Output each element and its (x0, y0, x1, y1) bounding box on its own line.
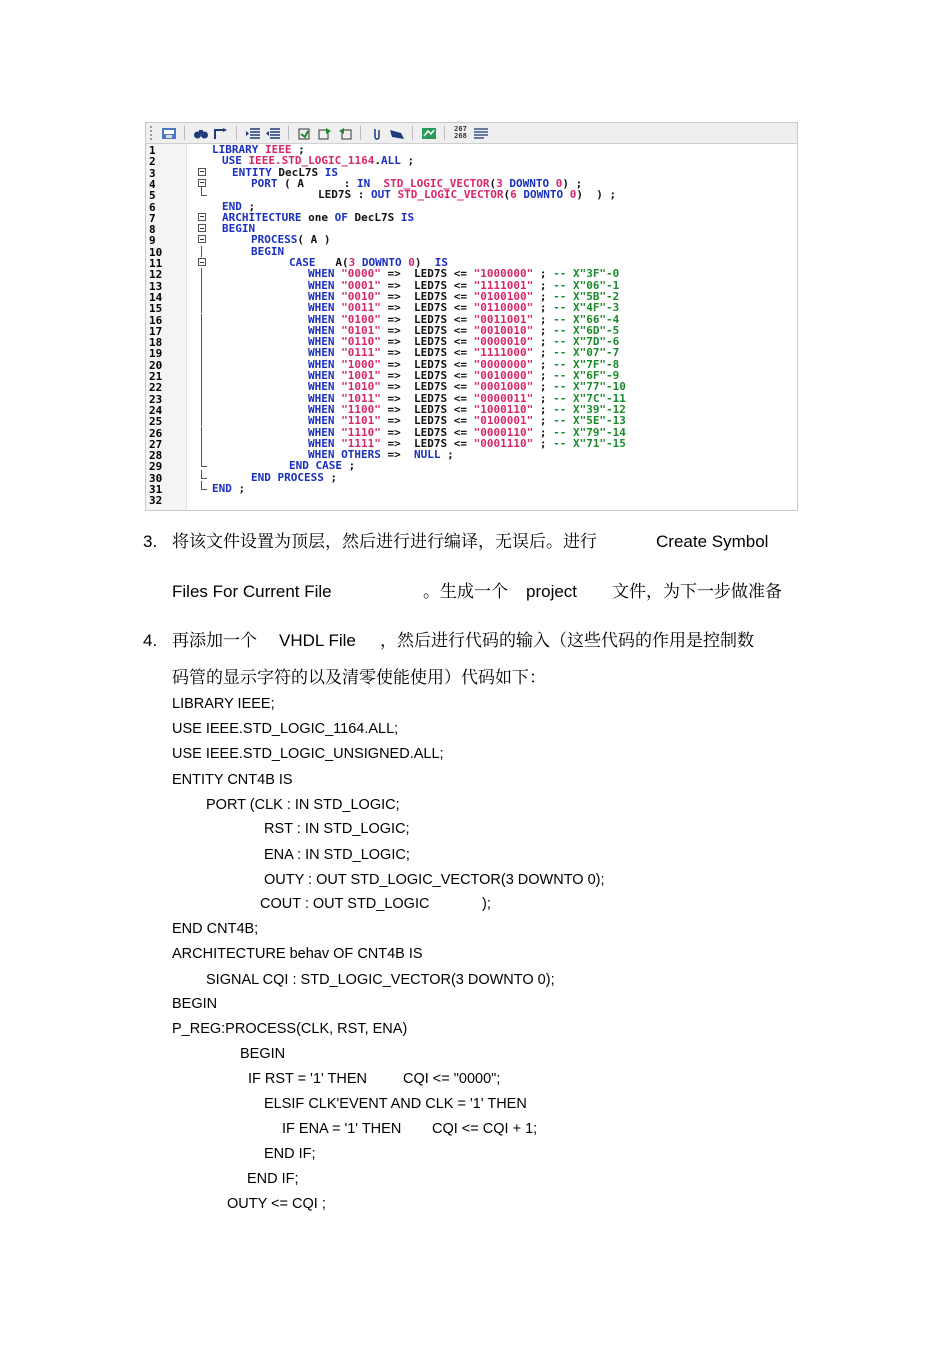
code-text: WHEN "0101" => LED7S <= "0010010" ; -- X"6D"-5 (308, 323, 620, 337)
line-number: 21 (149, 370, 163, 383)
code-text: END CASE ; (289, 459, 356, 473)
fold-guide (201, 415, 202, 426)
outdent-icon[interactable] (264, 126, 281, 140)
line-number: 3 (149, 166, 156, 180)
fold-guide (201, 438, 202, 449)
code-text: ENTITY DecL7S IS (232, 165, 338, 179)
indent-icon[interactable] (244, 126, 261, 140)
step-3-number: 3. (143, 532, 158, 551)
code-text: PORT ( A : IN STD_LOGIC_VECTOR(3 DOWNTO 0) ; (251, 176, 583, 190)
line-number: 9 (149, 234, 156, 248)
line-number: 28 (149, 449, 163, 463)
line-number: 17 (149, 324, 163, 338)
code-text: WHEN "0011" => LED7S <= "0110000" ; -- X"4F"-3 (308, 301, 620, 315)
editor-line (146, 246, 797, 257)
line-number: 4 (149, 177, 156, 191)
fold-guide (201, 187, 207, 196)
line-number: 7 (149, 211, 156, 225)
toolbar-grip (150, 126, 155, 140)
next-bookmark-icon[interactable] (316, 126, 333, 140)
code-text: LIBRARY IEEE ; (212, 143, 305, 156)
editor-toolbar (146, 123, 797, 144)
fold-guide (201, 246, 202, 257)
code-line: IF ENA = '1' THEN (282, 1121, 402, 1137)
line-number: 26 (149, 426, 163, 440)
editor-line (146, 222, 797, 237)
code-text: WHEN "0001" => LED7S <= "1111001" ; -- X"06"-1 (308, 278, 620, 292)
code-text: WHEN "0110" => LED7S <= "0000010" ; -- X"7D"-6 (308, 335, 620, 349)
code-line: CQI <= "0000"; (403, 1071, 501, 1087)
line-number: 19 (149, 347, 163, 361)
code-text: WHEN OTHERS => NULL ; (308, 448, 454, 462)
code-text: END ; (212, 482, 246, 495)
code-line: ARCHITECTURE behav OF CNT4B IS (172, 946, 423, 962)
code-text: WHEN "1101" => LED7S <= "0100001" ; -- X"5E"-13 (308, 414, 626, 428)
prev-bookmark-icon[interactable] (336, 126, 353, 140)
line-number: 23 (149, 392, 163, 406)
code-line: USE IEEE.STD_LOGIC_UNSIGNED.ALL; (172, 746, 444, 762)
fold-guide (201, 404, 202, 415)
code-text: WHEN "1110" => LED7S <= "0000110" ; -- X"79"-14 (308, 425, 626, 439)
editor-line (146, 459, 797, 474)
line-number: 15 (149, 302, 163, 316)
fold-guide (201, 393, 202, 404)
fold-guide (201, 268, 202, 279)
fold-guide (201, 427, 202, 438)
step-4-text-a: 再添加一个 (172, 631, 257, 651)
line-number: 30 (149, 471, 163, 485)
code-line: RST : IN STD_LOGIC; (264, 821, 410, 837)
editor-line (146, 346, 797, 361)
editor-line (146, 301, 797, 316)
editor-line (146, 438, 797, 449)
editor-line (146, 494, 797, 508)
fold-toggle-icon[interactable] (198, 224, 206, 232)
step-4-text-b: ，然后进行代码的输入（这些代码的作用是控制数 (380, 631, 754, 651)
line-number: 27 (149, 437, 163, 451)
code-line: ENTITY CNT4B IS (172, 772, 293, 788)
fold-guide (201, 336, 202, 347)
line-number: 5 (149, 189, 156, 203)
save-as-icon[interactable] (160, 126, 177, 140)
binoculars-find-icon[interactable] (192, 126, 209, 140)
fold-guide (201, 381, 202, 392)
step-4-vhdl-file: VHDL File (279, 631, 356, 650)
step-3-text-line1: 将该文件设置为顶层，然后进行进行编译，无误后。进行 (172, 532, 597, 552)
code-line: COUT : OUT STD_LOGIC (260, 896, 430, 912)
attach-icon[interactable] (368, 126, 385, 140)
code-line: LIBRARY IEEE; (172, 696, 275, 712)
code-text: ARCHITECTURE one OF DecL7S IS (222, 210, 415, 224)
line-number: 25 (149, 415, 163, 429)
fold-guide (201, 347, 202, 358)
vhdl-editor-screenshot (145, 122, 798, 511)
code-line: END IF; (264, 1146, 316, 1162)
line-number: 32 (149, 494, 163, 508)
code-line: OUTY <= CQI ; (227, 1196, 326, 1212)
fold-guide (201, 291, 202, 302)
step-4-text-line2: 码管的显示字符的以及清零使能使用）代码如下： (172, 668, 546, 688)
line-number: 14 (149, 290, 163, 304)
step-3-command-2: Files For Current File (172, 582, 332, 601)
step-3-command-1: Create Symbol (656, 532, 769, 551)
goto-icon[interactable] (212, 126, 229, 140)
code-text: WHEN "0100" => LED7S <= "0011001" ; -- X"66"-4 (308, 312, 620, 326)
template-icon[interactable] (420, 126, 437, 140)
fold-toggle-icon[interactable] (198, 168, 206, 176)
line-number: 16 (149, 313, 163, 327)
line-number: 24 (149, 403, 163, 417)
text-list-icon[interactable] (472, 126, 489, 140)
editor-line (146, 233, 797, 248)
fold-guide (201, 314, 202, 325)
fold-guide (201, 359, 202, 370)
editor-line (146, 448, 797, 463)
code-text: BEGIN (251, 244, 285, 258)
code-text: CASE A(3 DOWNTO 0) IS (289, 256, 448, 269)
code-text: WHEN "0111" => LED7S <= "1111000" ; -- X"07"-7 (308, 346, 620, 360)
line-number: 12 (149, 268, 163, 282)
insert-block-icon[interactable] (388, 126, 405, 140)
code-text: WHEN "1011" => LED7S <= "0000011" ; -- X"7C"-11 (308, 391, 626, 405)
line-number: 18 (149, 336, 163, 350)
code-line: BEGIN (240, 1046, 286, 1062)
fold-toggle-icon[interactable] (198, 213, 206, 221)
code-text: LED7S : OUT STD_LOGIC_VECTOR(6 DOWNTO 0) ) ; (318, 188, 617, 202)
line-number: 10 (149, 245, 163, 259)
step-4-number: 4. (143, 631, 158, 650)
code-text: WHEN "0010" => LED7S <= "0100100" ; -- X"5B"-2 (308, 289, 620, 303)
code-text: WHEN "1010" => LED7S <= "0001000" ; -- X"77"-10 (308, 380, 626, 394)
code-line: END CNT4B; (172, 921, 259, 937)
code-text: WHEN "1111" => LED7S <= "0001110" ; -- X"71"-15 (308, 436, 626, 450)
code-text: END ; (222, 199, 256, 213)
line-number: 2 (149, 155, 156, 169)
code-line: BEGIN (172, 996, 218, 1012)
editor-line (146, 380, 797, 395)
code-line: PORT (CLK : IN STD_LOGIC; (206, 797, 400, 813)
code-line: OUTY : OUT STD_LOGIC_VECTOR(3 DOWNTO 0); (264, 872, 605, 888)
fold-toggle-icon[interactable] (198, 258, 206, 266)
code-line: P_REG:PROCESS(CLK, RST, ENA) (172, 1021, 408, 1037)
fold-toggle-icon[interactable] (198, 179, 206, 187)
step-3-text-line2b: 文件，为下一步做准备 (612, 582, 782, 602)
editor-line (146, 483, 797, 494)
code-text: WHEN "0000" => LED7S <= "1000000" ; -- X"3F"-0 (308, 267, 620, 281)
fold-guide (201, 302, 202, 313)
code-text: WHEN "1000" => LED7S <= "0000000" ; -- X"7F"-8 (308, 357, 620, 371)
fold-guide (201, 280, 202, 291)
code-line: END IF; (247, 1171, 299, 1187)
code-line: ELSIF CLK'EVENT AND CLK = '1' THEN (264, 1096, 527, 1112)
line-number: 31 (149, 483, 163, 496)
code-text: USE IEEE.STD_LOGIC_1164.ALL ; (222, 154, 415, 168)
fold-guide (201, 481, 207, 490)
fold-guide (201, 370, 202, 381)
line-number: 8 (149, 223, 156, 237)
line-number: 29 (149, 460, 163, 474)
code-text: WHEN "1100" => LED7S <= "1000110" ; -- X"39"-12 (308, 402, 626, 416)
code-text: END PROCESS ; (251, 470, 338, 484)
line-number: 22 (149, 381, 163, 395)
code-line: SIGNAL CQI : STD_LOGIC_VECTOR(3 DOWNTO 0); (206, 972, 555, 988)
line-number-icon[interactable]: 267 268 (454, 125, 467, 140)
code-text: PROCESS( A ) (251, 233, 331, 247)
fold-toggle-icon[interactable] (198, 235, 206, 243)
line-number: 13 (149, 279, 163, 293)
line-number: 1 (149, 144, 156, 157)
line-number: 20 (149, 358, 163, 372)
step-3-text-line2: 。生成一个 (423, 582, 508, 602)
fold-guide (201, 325, 202, 336)
fold-guide (201, 458, 207, 467)
code-line: CQI <= CQI + 1; (432, 1121, 538, 1137)
editor-line (146, 267, 797, 282)
code-line: ENA : IN STD_LOGIC; (264, 847, 410, 863)
editor-line (146, 414, 797, 429)
code-line: IF RST = '1' THEN (248, 1071, 368, 1087)
code-line: ); (482, 896, 491, 912)
bookmark-icon[interactable] (296, 126, 313, 140)
editor-line (146, 188, 797, 203)
code-area[interactable] (146, 144, 797, 510)
code-line: USE IEEE.STD_LOGIC_1164.ALL; (172, 721, 399, 737)
fold-guide (201, 470, 207, 479)
code-text: BEGIN (222, 222, 256, 236)
line-number: 6 (149, 200, 156, 214)
step-3-project: project (526, 582, 578, 601)
code-text: WHEN "1001" => LED7S <= "0010000" ; -- X"6F"-9 (308, 369, 620, 382)
line-number: 11 (149, 257, 163, 270)
